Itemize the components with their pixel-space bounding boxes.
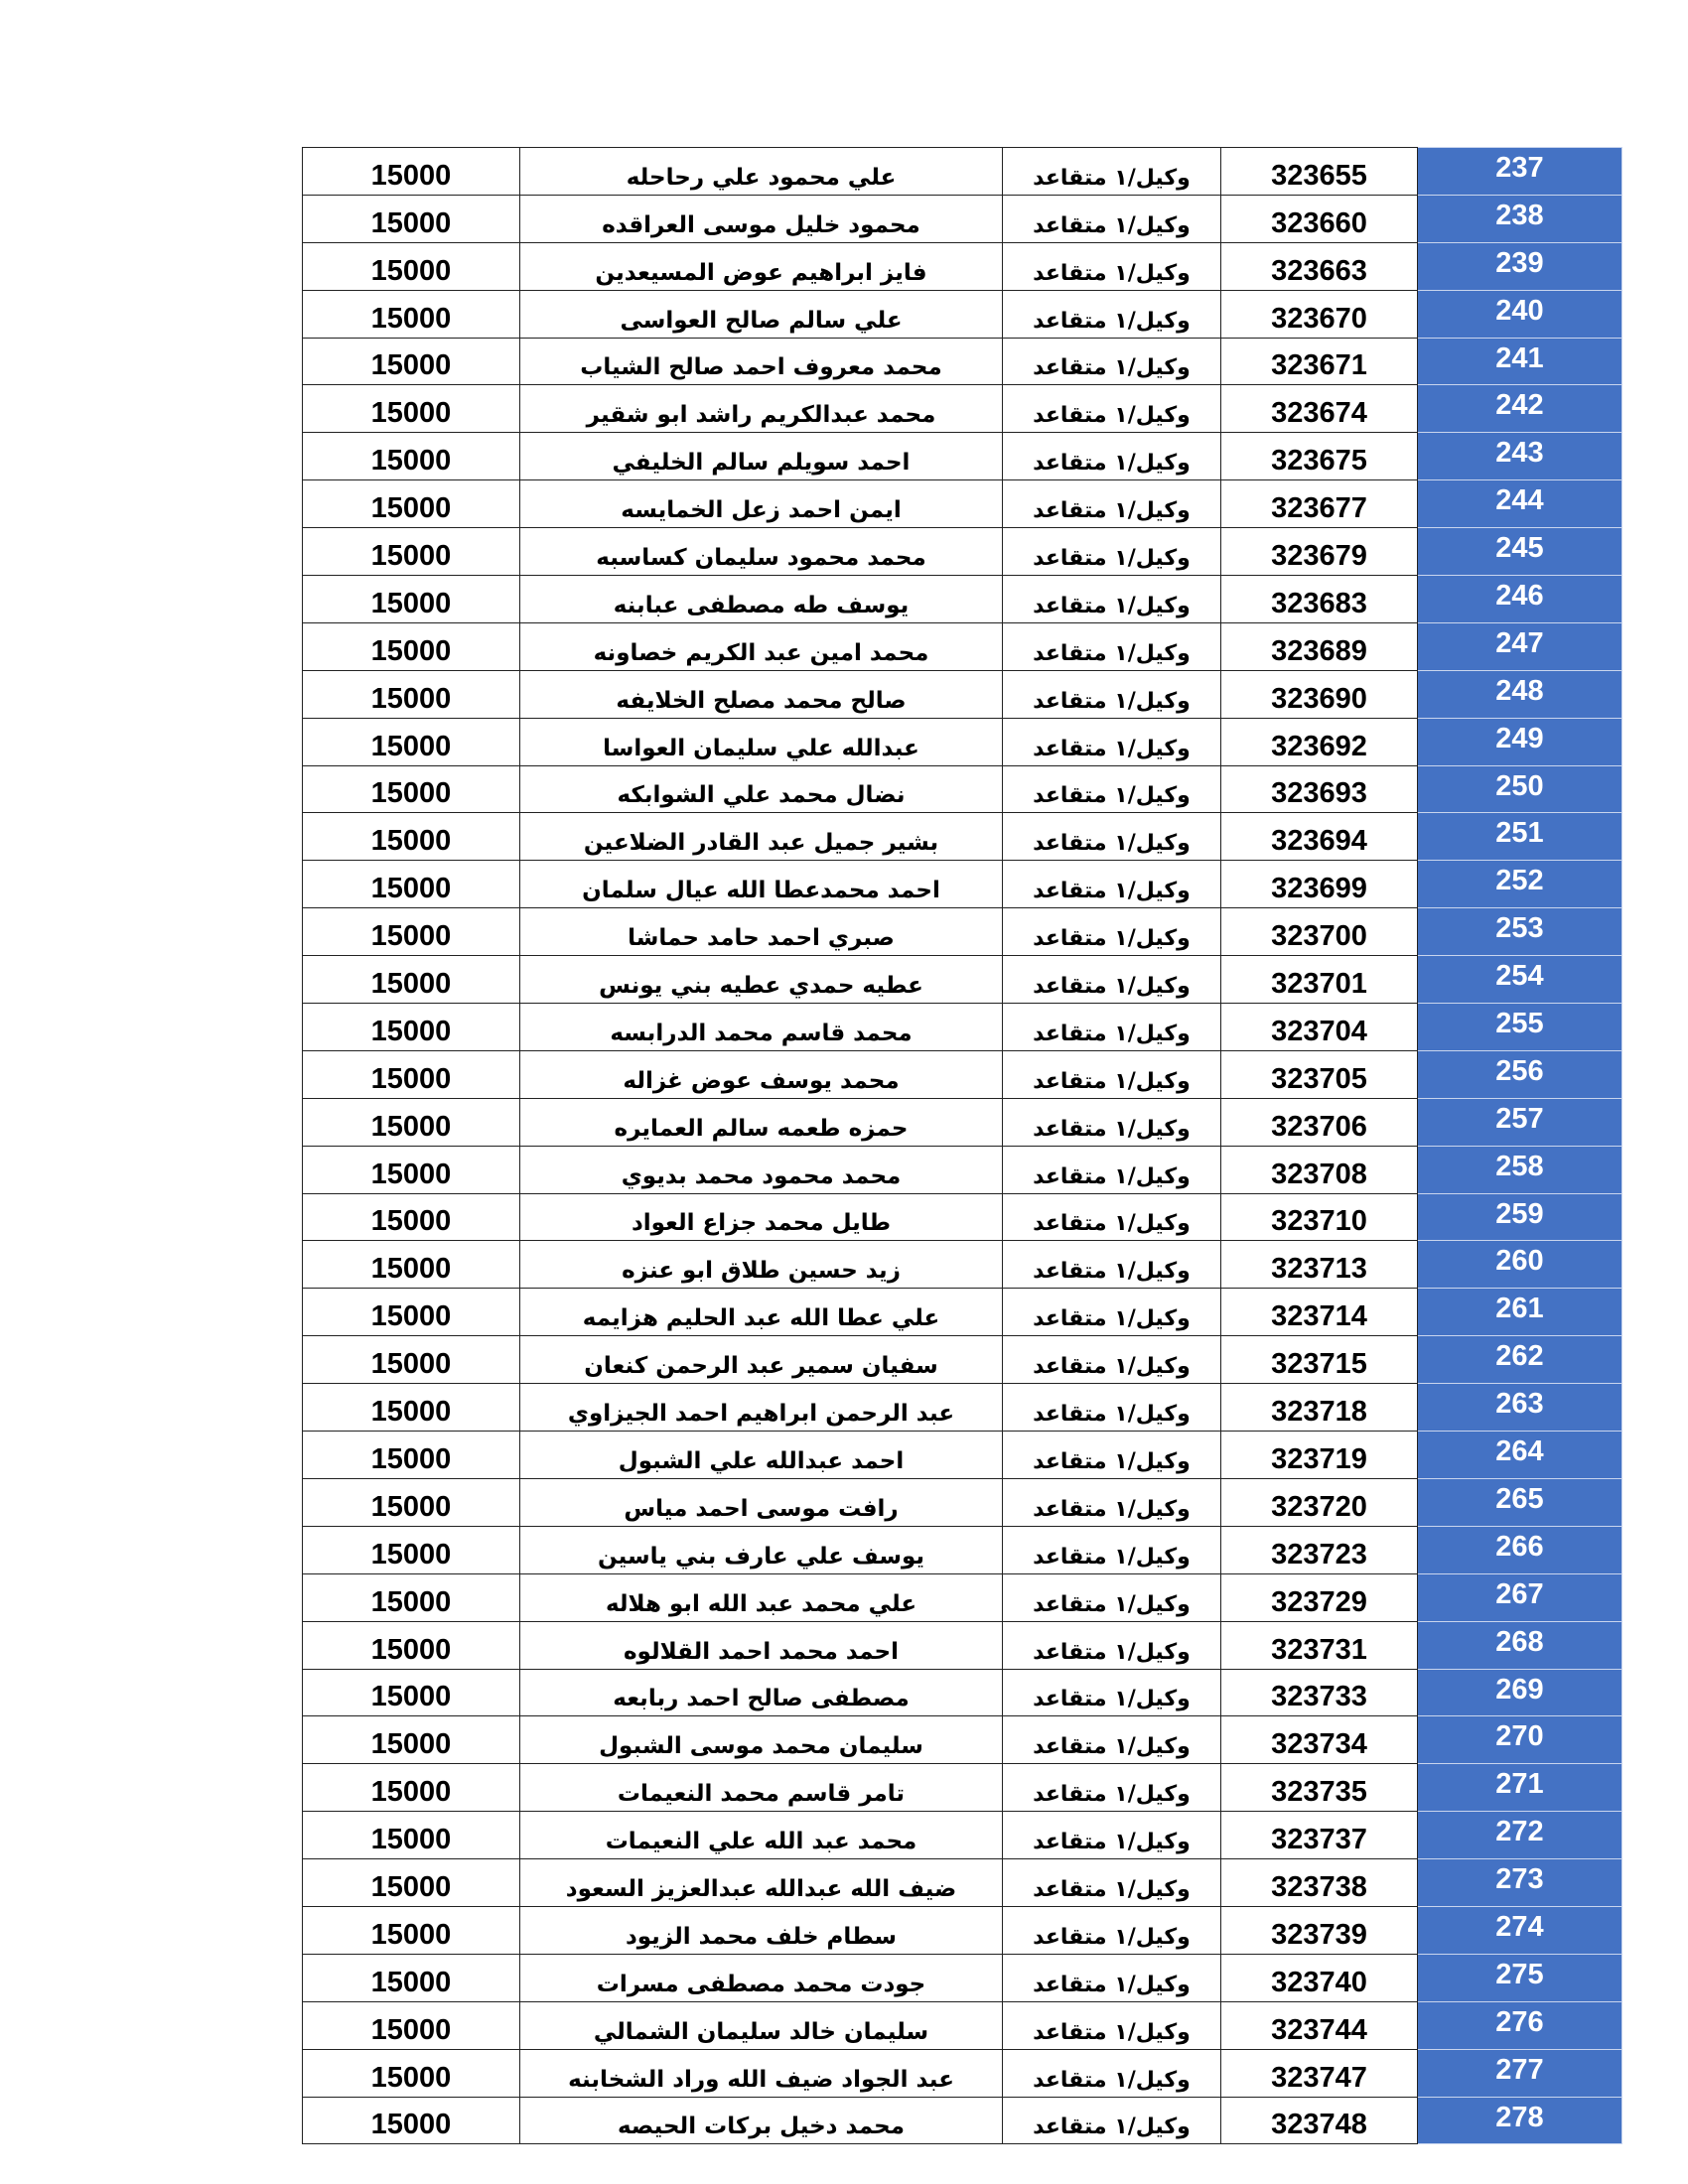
rank-cell: وكيل/١ متقاعد xyxy=(1003,1004,1221,1051)
id-number-cell: 323683 xyxy=(1221,576,1418,623)
amount-cell: 15000 xyxy=(303,195,520,242)
serial-number-cell: 259 xyxy=(1418,1193,1622,1241)
rank-cell: وكيل/١ متقاعد xyxy=(1003,1336,1221,1384)
amount-cell: 15000 xyxy=(303,338,520,385)
table-row xyxy=(303,765,1622,813)
name-cell: محمد معروف احمد صالح الشياب xyxy=(520,338,1003,385)
name-cell: صبري احمد حامد حماشا xyxy=(520,908,1003,956)
serial-number-cell: 251 xyxy=(1418,813,1622,861)
name-cell: علي محمد عبد الله ابو هلاله xyxy=(520,1573,1003,1621)
table-row xyxy=(303,1098,1622,1146)
serial-number-cell: 260 xyxy=(1418,1241,1622,1289)
amount-cell: 15000 xyxy=(303,242,520,290)
name-cell: نضال محمد علي الشوابكه xyxy=(520,765,1003,813)
id-number-cell: 323671 xyxy=(1221,338,1418,385)
payment-list-table xyxy=(302,147,1622,2144)
id-number-cell: 323744 xyxy=(1221,2001,1418,2049)
amount-cell: 15000 xyxy=(303,1573,520,1621)
id-number-cell: 323738 xyxy=(1221,1859,1418,1907)
table-row xyxy=(303,1954,1622,2001)
rank-cell: وكيل/١ متقاعد xyxy=(1003,1526,1221,1573)
table-row xyxy=(303,195,1622,242)
id-number-cell: 323710 xyxy=(1221,1193,1418,1241)
name-cell: احمد سويلم سالم الخليفي xyxy=(520,433,1003,480)
amount-cell: 15000 xyxy=(303,2049,520,2097)
table-row xyxy=(303,1526,1622,1573)
serial-number-cell: 272 xyxy=(1418,1812,1622,1859)
amount-cell: 15000 xyxy=(303,2097,520,2144)
table-row xyxy=(303,1621,1622,1669)
id-number-cell: 323734 xyxy=(1221,1716,1418,1764)
table-row xyxy=(303,1289,1622,1336)
rank-cell: وكيل/١ متقاعد xyxy=(1003,576,1221,623)
name-cell: عبدالله علي سليمان العواسا xyxy=(520,718,1003,765)
table-body xyxy=(303,148,1622,2144)
amount-cell: 15000 xyxy=(303,148,520,196)
table-row xyxy=(303,1812,1622,1859)
name-cell: محمد عبدالكريم راشد ابو شقير xyxy=(520,385,1003,433)
serial-number-cell: 269 xyxy=(1418,1669,1622,1716)
serial-number-cell: 278 xyxy=(1418,2097,1622,2144)
amount-cell: 15000 xyxy=(303,956,520,1004)
name-cell: محمد يوسف عوض غزاله xyxy=(520,1050,1003,1098)
id-number-cell: 323660 xyxy=(1221,195,1418,242)
table-row xyxy=(303,1906,1622,1954)
table-row xyxy=(303,2049,1622,2097)
id-number-cell: 323740 xyxy=(1221,1954,1418,2001)
name-cell: عطيه حمدي عطيه بني يونس xyxy=(520,956,1003,1004)
name-cell: محمود خليل موسى العراقده xyxy=(520,195,1003,242)
amount-cell: 15000 xyxy=(303,1432,520,1479)
serial-number-cell: 252 xyxy=(1418,861,1622,908)
id-number-cell: 323715 xyxy=(1221,1336,1418,1384)
id-number-cell: 323690 xyxy=(1221,670,1418,718)
rank-cell: وكيل/١ متقاعد xyxy=(1003,861,1221,908)
serial-number-cell: 253 xyxy=(1418,908,1622,956)
table-row xyxy=(303,1669,1622,1716)
table-row xyxy=(303,1193,1622,1241)
rank-cell: وكيل/١ متقاعد xyxy=(1003,433,1221,480)
serial-number-cell: 246 xyxy=(1418,576,1622,623)
amount-cell: 15000 xyxy=(303,1764,520,1812)
rank-cell: وكيل/١ متقاعد xyxy=(1003,670,1221,718)
table-row xyxy=(303,1716,1622,1764)
id-number-cell: 323731 xyxy=(1221,1621,1418,1669)
amount-cell: 15000 xyxy=(303,1906,520,1954)
serial-number-cell: 258 xyxy=(1418,1146,1622,1193)
id-number-cell: 323714 xyxy=(1221,1289,1418,1336)
rank-cell: وكيل/١ متقاعد xyxy=(1003,1241,1221,1289)
amount-cell: 15000 xyxy=(303,1716,520,1764)
amount-cell: 15000 xyxy=(303,861,520,908)
amount-cell: 15000 xyxy=(303,1669,520,1716)
serial-number-cell: 240 xyxy=(1418,290,1622,338)
id-number-cell: 323655 xyxy=(1221,148,1418,196)
id-number-cell: 323713 xyxy=(1221,1241,1418,1289)
table-row xyxy=(303,1432,1622,1479)
amount-cell: 15000 xyxy=(303,1336,520,1384)
id-number-cell: 323723 xyxy=(1221,1526,1418,1573)
table-row xyxy=(303,1478,1622,1526)
name-cell: علي عطا الله عبد الحليم هزايمه xyxy=(520,1289,1003,1336)
serial-number-cell: 254 xyxy=(1418,956,1622,1004)
serial-number-cell: 261 xyxy=(1418,1289,1622,1336)
table-row xyxy=(303,1146,1622,1193)
name-cell: علي محمود علي رحاحله xyxy=(520,148,1003,196)
name-cell: سطام خلف محمد الزيود xyxy=(520,1906,1003,1954)
serial-number-cell: 241 xyxy=(1418,338,1622,385)
id-number-cell: 323677 xyxy=(1221,480,1418,528)
amount-cell: 15000 xyxy=(303,765,520,813)
rank-cell: وكيل/١ متقاعد xyxy=(1003,1146,1221,1193)
amount-cell: 15000 xyxy=(303,290,520,338)
serial-number-cell: 264 xyxy=(1418,1432,1622,1479)
table-row xyxy=(303,1764,1622,1812)
serial-number-cell: 274 xyxy=(1418,1906,1622,1954)
amount-cell: 15000 xyxy=(303,718,520,765)
id-number-cell: 323674 xyxy=(1221,385,1418,433)
serial-number-cell: 275 xyxy=(1418,1954,1622,2001)
name-cell: احمد محمد احمد القلالوه xyxy=(520,1621,1003,1669)
name-cell: حمزه طعمه سالم العمايره xyxy=(520,1098,1003,1146)
rank-cell: وكيل/١ متقاعد xyxy=(1003,528,1221,576)
amount-cell: 15000 xyxy=(303,2001,520,2049)
serial-number-cell: 257 xyxy=(1418,1098,1622,1146)
rank-cell: وكيل/١ متقاعد xyxy=(1003,1812,1221,1859)
serial-number-cell: 238 xyxy=(1418,195,1622,242)
serial-number-cell: 262 xyxy=(1418,1336,1622,1384)
id-number-cell: 323700 xyxy=(1221,908,1418,956)
rank-cell: وكيل/١ متقاعد xyxy=(1003,1573,1221,1621)
name-cell: زيد حسين طلاق ابو عنزه xyxy=(520,1241,1003,1289)
serial-number-cell: 245 xyxy=(1418,528,1622,576)
amount-cell: 15000 xyxy=(303,670,520,718)
rank-cell: وكيل/١ متقاعد xyxy=(1003,1432,1221,1479)
serial-number-cell: 247 xyxy=(1418,622,1622,670)
name-cell: طايل محمد جزاع العواد xyxy=(520,1193,1003,1241)
amount-cell: 15000 xyxy=(303,1478,520,1526)
table-row xyxy=(303,1241,1622,1289)
serial-number-cell: 265 xyxy=(1418,1478,1622,1526)
name-cell: محمد امين عبد الكريم خصاونه xyxy=(520,622,1003,670)
amount-cell: 15000 xyxy=(303,1289,520,1336)
serial-number-cell: 270 xyxy=(1418,1716,1622,1764)
rank-cell: وكيل/١ متقاعد xyxy=(1003,242,1221,290)
rank-cell: وكيل/١ متقاعد xyxy=(1003,1621,1221,1669)
amount-cell: 15000 xyxy=(303,1193,520,1241)
table-row xyxy=(303,2097,1622,2144)
table-row xyxy=(303,1050,1622,1098)
name-cell: محمد دخيل بركات الحيصه xyxy=(520,2097,1003,2144)
rank-cell: وكيل/١ متقاعد xyxy=(1003,385,1221,433)
serial-number-cell: 273 xyxy=(1418,1859,1622,1907)
name-cell: ضيف الله عبدالله عبدالعزيز السعود xyxy=(520,1859,1003,1907)
amount-cell: 15000 xyxy=(303,813,520,861)
amount-cell: 15000 xyxy=(303,480,520,528)
table-row xyxy=(303,1573,1622,1621)
rank-cell: وكيل/١ متقاعد xyxy=(1003,1478,1221,1526)
amount-cell: 15000 xyxy=(303,1526,520,1573)
serial-number-cell: 243 xyxy=(1418,433,1622,480)
name-cell: عبد الرحمن ابراهيم احمد الجيزاوي xyxy=(520,1384,1003,1432)
id-number-cell: 323670 xyxy=(1221,290,1418,338)
id-number-cell: 323679 xyxy=(1221,528,1418,576)
serial-number-cell: 268 xyxy=(1418,1621,1622,1669)
rank-cell: وكيل/١ متقاعد xyxy=(1003,2097,1221,2144)
serial-number-cell: 266 xyxy=(1418,1526,1622,1573)
table-row xyxy=(303,1384,1622,1432)
id-number-cell: 323694 xyxy=(1221,813,1418,861)
table-row xyxy=(303,1004,1622,1051)
rank-cell: وكيل/١ متقاعد xyxy=(1003,1098,1221,1146)
id-number-cell: 323706 xyxy=(1221,1098,1418,1146)
table-row xyxy=(303,956,1622,1004)
serial-number-cell: 267 xyxy=(1418,1573,1622,1621)
id-number-cell: 323719 xyxy=(1221,1432,1418,1479)
table-row xyxy=(303,670,1622,718)
amount-cell: 15000 xyxy=(303,1050,520,1098)
amount-cell: 15000 xyxy=(303,1954,520,2001)
id-number-cell: 323708 xyxy=(1221,1146,1418,1193)
name-cell: سليمان خالد سليمان الشمالي xyxy=(520,2001,1003,2049)
rank-cell: وكيل/١ متقاعد xyxy=(1003,290,1221,338)
serial-number-cell: 244 xyxy=(1418,480,1622,528)
name-cell: احمد محمدعطا الله عيال سلمان xyxy=(520,861,1003,908)
table-row xyxy=(303,148,1622,196)
table-row xyxy=(303,622,1622,670)
name-cell: جودت محمد مصطفى مسرات xyxy=(520,1954,1003,2001)
id-number-cell: 323733 xyxy=(1221,1669,1418,1716)
serial-number-cell: 249 xyxy=(1418,718,1622,765)
table-row xyxy=(303,480,1622,528)
name-cell: علي سالم صالح العواسى xyxy=(520,290,1003,338)
amount-cell: 15000 xyxy=(303,908,520,956)
serial-number-cell: 242 xyxy=(1418,385,1622,433)
serial-number-cell: 276 xyxy=(1418,2001,1622,2049)
name-cell: صالح محمد مصلح الخلايفه xyxy=(520,670,1003,718)
id-number-cell: 323663 xyxy=(1221,242,1418,290)
amount-cell: 15000 xyxy=(303,622,520,670)
name-cell: يوسف طه مصطفى عبابنه xyxy=(520,576,1003,623)
id-number-cell: 323692 xyxy=(1221,718,1418,765)
rank-cell: وكيل/١ متقاعد xyxy=(1003,1906,1221,1954)
rank-cell: وكيل/١ متقاعد xyxy=(1003,338,1221,385)
rank-cell: وكيل/١ متقاعد xyxy=(1003,2049,1221,2097)
id-number-cell: 323701 xyxy=(1221,956,1418,1004)
amount-cell: 15000 xyxy=(303,385,520,433)
table-row xyxy=(303,385,1622,433)
amount-cell: 15000 xyxy=(303,1004,520,1051)
serial-number-cell: 250 xyxy=(1418,765,1622,813)
id-number-cell: 323705 xyxy=(1221,1050,1418,1098)
table-row xyxy=(303,1336,1622,1384)
name-cell: رافت موسى احمد مياس xyxy=(520,1478,1003,1526)
id-number-cell: 323737 xyxy=(1221,1812,1418,1859)
table-row xyxy=(303,528,1622,576)
rank-cell: وكيل/١ متقاعد xyxy=(1003,1716,1221,1764)
rank-cell: وكيل/١ متقاعد xyxy=(1003,813,1221,861)
rank-cell: وكيل/١ متقاعد xyxy=(1003,956,1221,1004)
rank-cell: وكيل/١ متقاعد xyxy=(1003,1384,1221,1432)
table-row xyxy=(303,338,1622,385)
amount-cell: 15000 xyxy=(303,1146,520,1193)
rank-cell: وكيل/١ متقاعد xyxy=(1003,1289,1221,1336)
id-number-cell: 323699 xyxy=(1221,861,1418,908)
table-row xyxy=(303,290,1622,338)
amount-cell: 15000 xyxy=(303,528,520,576)
table-row xyxy=(303,1859,1622,1907)
id-number-cell: 323729 xyxy=(1221,1573,1418,1621)
name-cell: سفيان سمير عبد الرحمن كنعان xyxy=(520,1336,1003,1384)
table-row xyxy=(303,861,1622,908)
rank-cell: وكيل/١ متقاعد xyxy=(1003,1193,1221,1241)
rank-cell: وكيل/١ متقاعد xyxy=(1003,908,1221,956)
serial-number-cell: 271 xyxy=(1418,1764,1622,1812)
rank-cell: وكيل/١ متقاعد xyxy=(1003,1954,1221,2001)
rank-cell: وكيل/١ متقاعد xyxy=(1003,1669,1221,1716)
table-row xyxy=(303,718,1622,765)
table-row xyxy=(303,813,1622,861)
rank-cell: وكيل/١ متقاعد xyxy=(1003,195,1221,242)
rank-cell: وكيل/١ متقاعد xyxy=(1003,148,1221,196)
id-number-cell: 323747 xyxy=(1221,2049,1418,2097)
name-cell: يوسف علي عارف بني ياسين xyxy=(520,1526,1003,1573)
id-number-cell: 323739 xyxy=(1221,1906,1418,1954)
name-cell: بشير جميل عبد القادر الضلاعين xyxy=(520,813,1003,861)
table-row xyxy=(303,433,1622,480)
serial-number-cell: 239 xyxy=(1418,242,1622,290)
table-row xyxy=(303,242,1622,290)
name-cell: مصطفى صالح احمد ربابعه xyxy=(520,1669,1003,1716)
id-number-cell: 323748 xyxy=(1221,2097,1418,2144)
amount-cell: 15000 xyxy=(303,433,520,480)
rank-cell: وكيل/١ متقاعد xyxy=(1003,1859,1221,1907)
id-number-cell: 323689 xyxy=(1221,622,1418,670)
amount-cell: 15000 xyxy=(303,576,520,623)
rank-cell: وكيل/١ متقاعد xyxy=(1003,2001,1221,2049)
name-cell: محمد محمود سليمان كساسبه xyxy=(520,528,1003,576)
id-number-cell: 323675 xyxy=(1221,433,1418,480)
amount-cell: 15000 xyxy=(303,1098,520,1146)
id-number-cell: 323720 xyxy=(1221,1478,1418,1526)
serial-number-cell: 256 xyxy=(1418,1050,1622,1098)
amount-cell: 15000 xyxy=(303,1859,520,1907)
serial-number-cell: 237 xyxy=(1418,148,1622,196)
amount-cell: 15000 xyxy=(303,1812,520,1859)
name-cell: تامر قاسم محمد النعيمات xyxy=(520,1764,1003,1812)
id-number-cell: 323718 xyxy=(1221,1384,1418,1432)
name-cell: فايز ابراهيم عوض المسيعدين xyxy=(520,242,1003,290)
serial-number-cell: 263 xyxy=(1418,1384,1622,1432)
amount-cell: 15000 xyxy=(303,1241,520,1289)
rank-cell: وكيل/١ متقاعد xyxy=(1003,718,1221,765)
rank-cell: وكيل/١ متقاعد xyxy=(1003,480,1221,528)
rank-cell: وكيل/١ متقاعد xyxy=(1003,1050,1221,1098)
table-row xyxy=(303,908,1622,956)
serial-number-cell: 255 xyxy=(1418,1004,1622,1051)
table-row xyxy=(303,576,1622,623)
serial-number-cell: 248 xyxy=(1418,670,1622,718)
name-cell: محمد عبد الله علي النعيمات xyxy=(520,1812,1003,1859)
amount-cell: 15000 xyxy=(303,1384,520,1432)
amount-cell: 15000 xyxy=(303,1621,520,1669)
name-cell: عبد الجواد ضيف الله وراد الشخابنه xyxy=(520,2049,1003,2097)
rank-cell: وكيل/١ متقاعد xyxy=(1003,1764,1221,1812)
rank-cell: وكيل/١ متقاعد xyxy=(1003,765,1221,813)
id-number-cell: 323693 xyxy=(1221,765,1418,813)
table-row xyxy=(303,2001,1622,2049)
id-number-cell: 323704 xyxy=(1221,1004,1418,1051)
name-cell: محمد قاسم محمد الدرابسه xyxy=(520,1004,1003,1051)
serial-number-cell: 277 xyxy=(1418,2049,1622,2097)
name-cell: احمد عبدالله علي الشبول xyxy=(520,1432,1003,1479)
rank-cell: وكيل/١ متقاعد xyxy=(1003,622,1221,670)
id-number-cell: 323735 xyxy=(1221,1764,1418,1812)
name-cell: ايمن احمد زعل الخمايسه xyxy=(520,480,1003,528)
name-cell: محمد محمود محمد بديوي xyxy=(520,1146,1003,1193)
name-cell: سليمان محمد موسى الشبول xyxy=(520,1716,1003,1764)
